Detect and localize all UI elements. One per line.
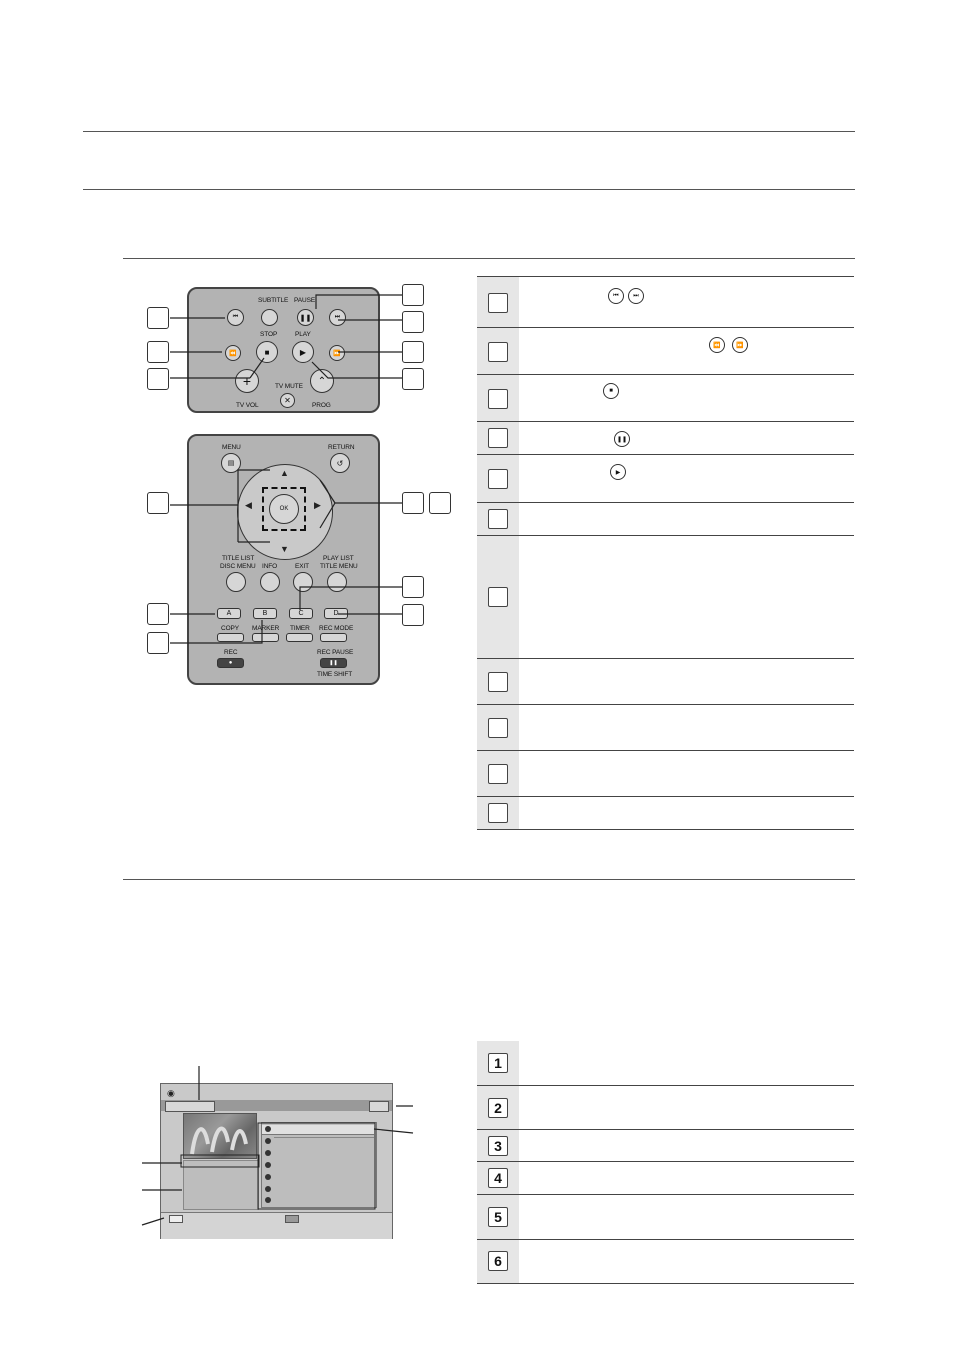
- skip-forward-icon: ⏭: [628, 288, 644, 304]
- right-arrow-icon[interactable]: ▶: [314, 500, 321, 510]
- key-box: [488, 389, 508, 409]
- d-button-label: D: [333, 610, 339, 617]
- number-badge: 1: [488, 1053, 508, 1073]
- prog-label: PROG: [312, 402, 331, 409]
- fast-forward-button[interactable]: ⏩: [329, 345, 345, 361]
- copy-label: COPY: [221, 625, 240, 632]
- number-badge: 6: [488, 1251, 508, 1271]
- callout-ok-1: [402, 492, 424, 514]
- rewind-button[interactable]: ⏪: [225, 345, 241, 361]
- number-badge: 3: [488, 1136, 508, 1156]
- callout-exit: [402, 576, 424, 598]
- table-row: [477, 1195, 854, 1240]
- menu-button[interactable]: ▤: [221, 453, 241, 473]
- play-icon: ▶: [610, 464, 626, 480]
- menu-label: MENU: [222, 444, 241, 451]
- rec-button[interactable]: ●: [217, 658, 244, 668]
- return-button[interactable]: ↺: [330, 453, 350, 473]
- a-button-label: A: [226, 610, 232, 617]
- table-row: [477, 1162, 854, 1195]
- table-row: [477, 659, 854, 705]
- skip-back-button[interactable]: ⏮: [227, 309, 244, 326]
- rec-pause-button[interactable]: ❚❚: [320, 658, 347, 668]
- disc-menu-label: DISC MENU: [220, 563, 256, 570]
- play-label: PLAY: [295, 331, 311, 338]
- key-box: [488, 764, 508, 784]
- callout-skip: [147, 307, 169, 329]
- callout-play: [402, 368, 424, 390]
- title-menu-label: TITLE MENU: [320, 563, 358, 570]
- marker-label: MARKER: [252, 625, 280, 632]
- tv-vol-button[interactable]: +: [235, 369, 259, 393]
- callout-search: [147, 341, 169, 363]
- key-box: [488, 509, 508, 529]
- number-badge: 4: [488, 1168, 508, 1188]
- time-shift-label: TIME SHIFT: [317, 671, 353, 678]
- callout-skip-forward: [402, 311, 424, 333]
- key-box: [488, 718, 508, 738]
- ok-label: OK: [279, 506, 289, 512]
- rewind-icon: ⏪: [709, 337, 725, 353]
- up-arrow-icon[interactable]: ▲: [280, 468, 289, 478]
- callout-stop: [147, 368, 169, 390]
- table-row: [477, 1130, 854, 1162]
- rule-section-2: [123, 879, 855, 880]
- key-box: [488, 428, 508, 448]
- tv-mute-label: TV MUTE: [275, 383, 303, 390]
- subtitle-label: SUBTITLE: [258, 297, 289, 304]
- b-button-label: B: [262, 610, 268, 617]
- callout-a: [147, 603, 169, 625]
- play-list-label: PLAY LIST: [323, 555, 354, 562]
- key-box: [488, 672, 508, 692]
- callout-d: [402, 604, 424, 626]
- info-label: INFO: [262, 563, 278, 570]
- number-badge: 2: [488, 1098, 508, 1118]
- table-row: [477, 1086, 854, 1130]
- rec-pause-label: REC PAUSE: [317, 649, 354, 656]
- stop-icon: ■: [603, 383, 619, 399]
- table-row: [477, 705, 854, 751]
- table-row: [477, 455, 854, 503]
- disc-icon: ◉: [167, 1088, 175, 1098]
- stop-button[interactable]: ■: [256, 341, 278, 363]
- play-button[interactable]: ▶: [292, 341, 314, 363]
- title-list-label: TITLE LIST: [222, 555, 255, 562]
- c-button-label: C: [298, 610, 304, 617]
- stop-label: STOP: [260, 331, 278, 338]
- remote-legend-table: [477, 276, 854, 831]
- timer-label: TIMER: [290, 625, 310, 632]
- skip-forward-button[interactable]: ⏭: [329, 309, 346, 326]
- exit-label: EXIT: [295, 563, 310, 570]
- key-box: [488, 587, 508, 607]
- pause-label: PAUSE: [294, 297, 316, 304]
- table-row: [477, 422, 854, 455]
- prog-button[interactable]: ⌃: [310, 369, 334, 393]
- callout-b: [147, 632, 169, 654]
- pause-button[interactable]: ❚❚: [297, 309, 314, 326]
- tv-mute-button[interactable]: ✕: [280, 393, 295, 408]
- callout-direction: [147, 492, 169, 514]
- key-box: [488, 803, 508, 823]
- down-arrow-icon[interactable]: ▼: [280, 544, 289, 554]
- callout-pause: [402, 284, 424, 306]
- table-row: [477, 1041, 854, 1086]
- table-row: [477, 503, 854, 536]
- key-box: [488, 293, 508, 313]
- table-row: [477, 277, 854, 328]
- rec-label: REC: [224, 649, 238, 656]
- table-row: [477, 328, 854, 375]
- skip-back-icon: ⏮: [608, 288, 624, 304]
- tv-vol-label: TV VOL: [236, 402, 259, 409]
- callout-ok-2: [429, 492, 451, 514]
- key-box: [488, 342, 508, 362]
- table-row: [477, 797, 854, 830]
- key-box: [488, 469, 508, 489]
- left-arrow-icon[interactable]: ◀: [245, 500, 252, 510]
- table-row: [477, 751, 854, 797]
- screen-legend-table: [477, 1041, 854, 1284]
- pause-icon: ❚❚: [614, 431, 630, 447]
- return-label: RETURN: [328, 444, 355, 451]
- table-row: [477, 1240, 854, 1284]
- table-row: [477, 375, 854, 422]
- number-badge: 5: [488, 1207, 508, 1227]
- fast-forward-icon: ⏩: [732, 337, 748, 353]
- callout-fast-forward: [402, 341, 424, 363]
- rec-mode-label: REC MODE: [319, 625, 354, 632]
- table-row: [477, 536, 854, 659]
